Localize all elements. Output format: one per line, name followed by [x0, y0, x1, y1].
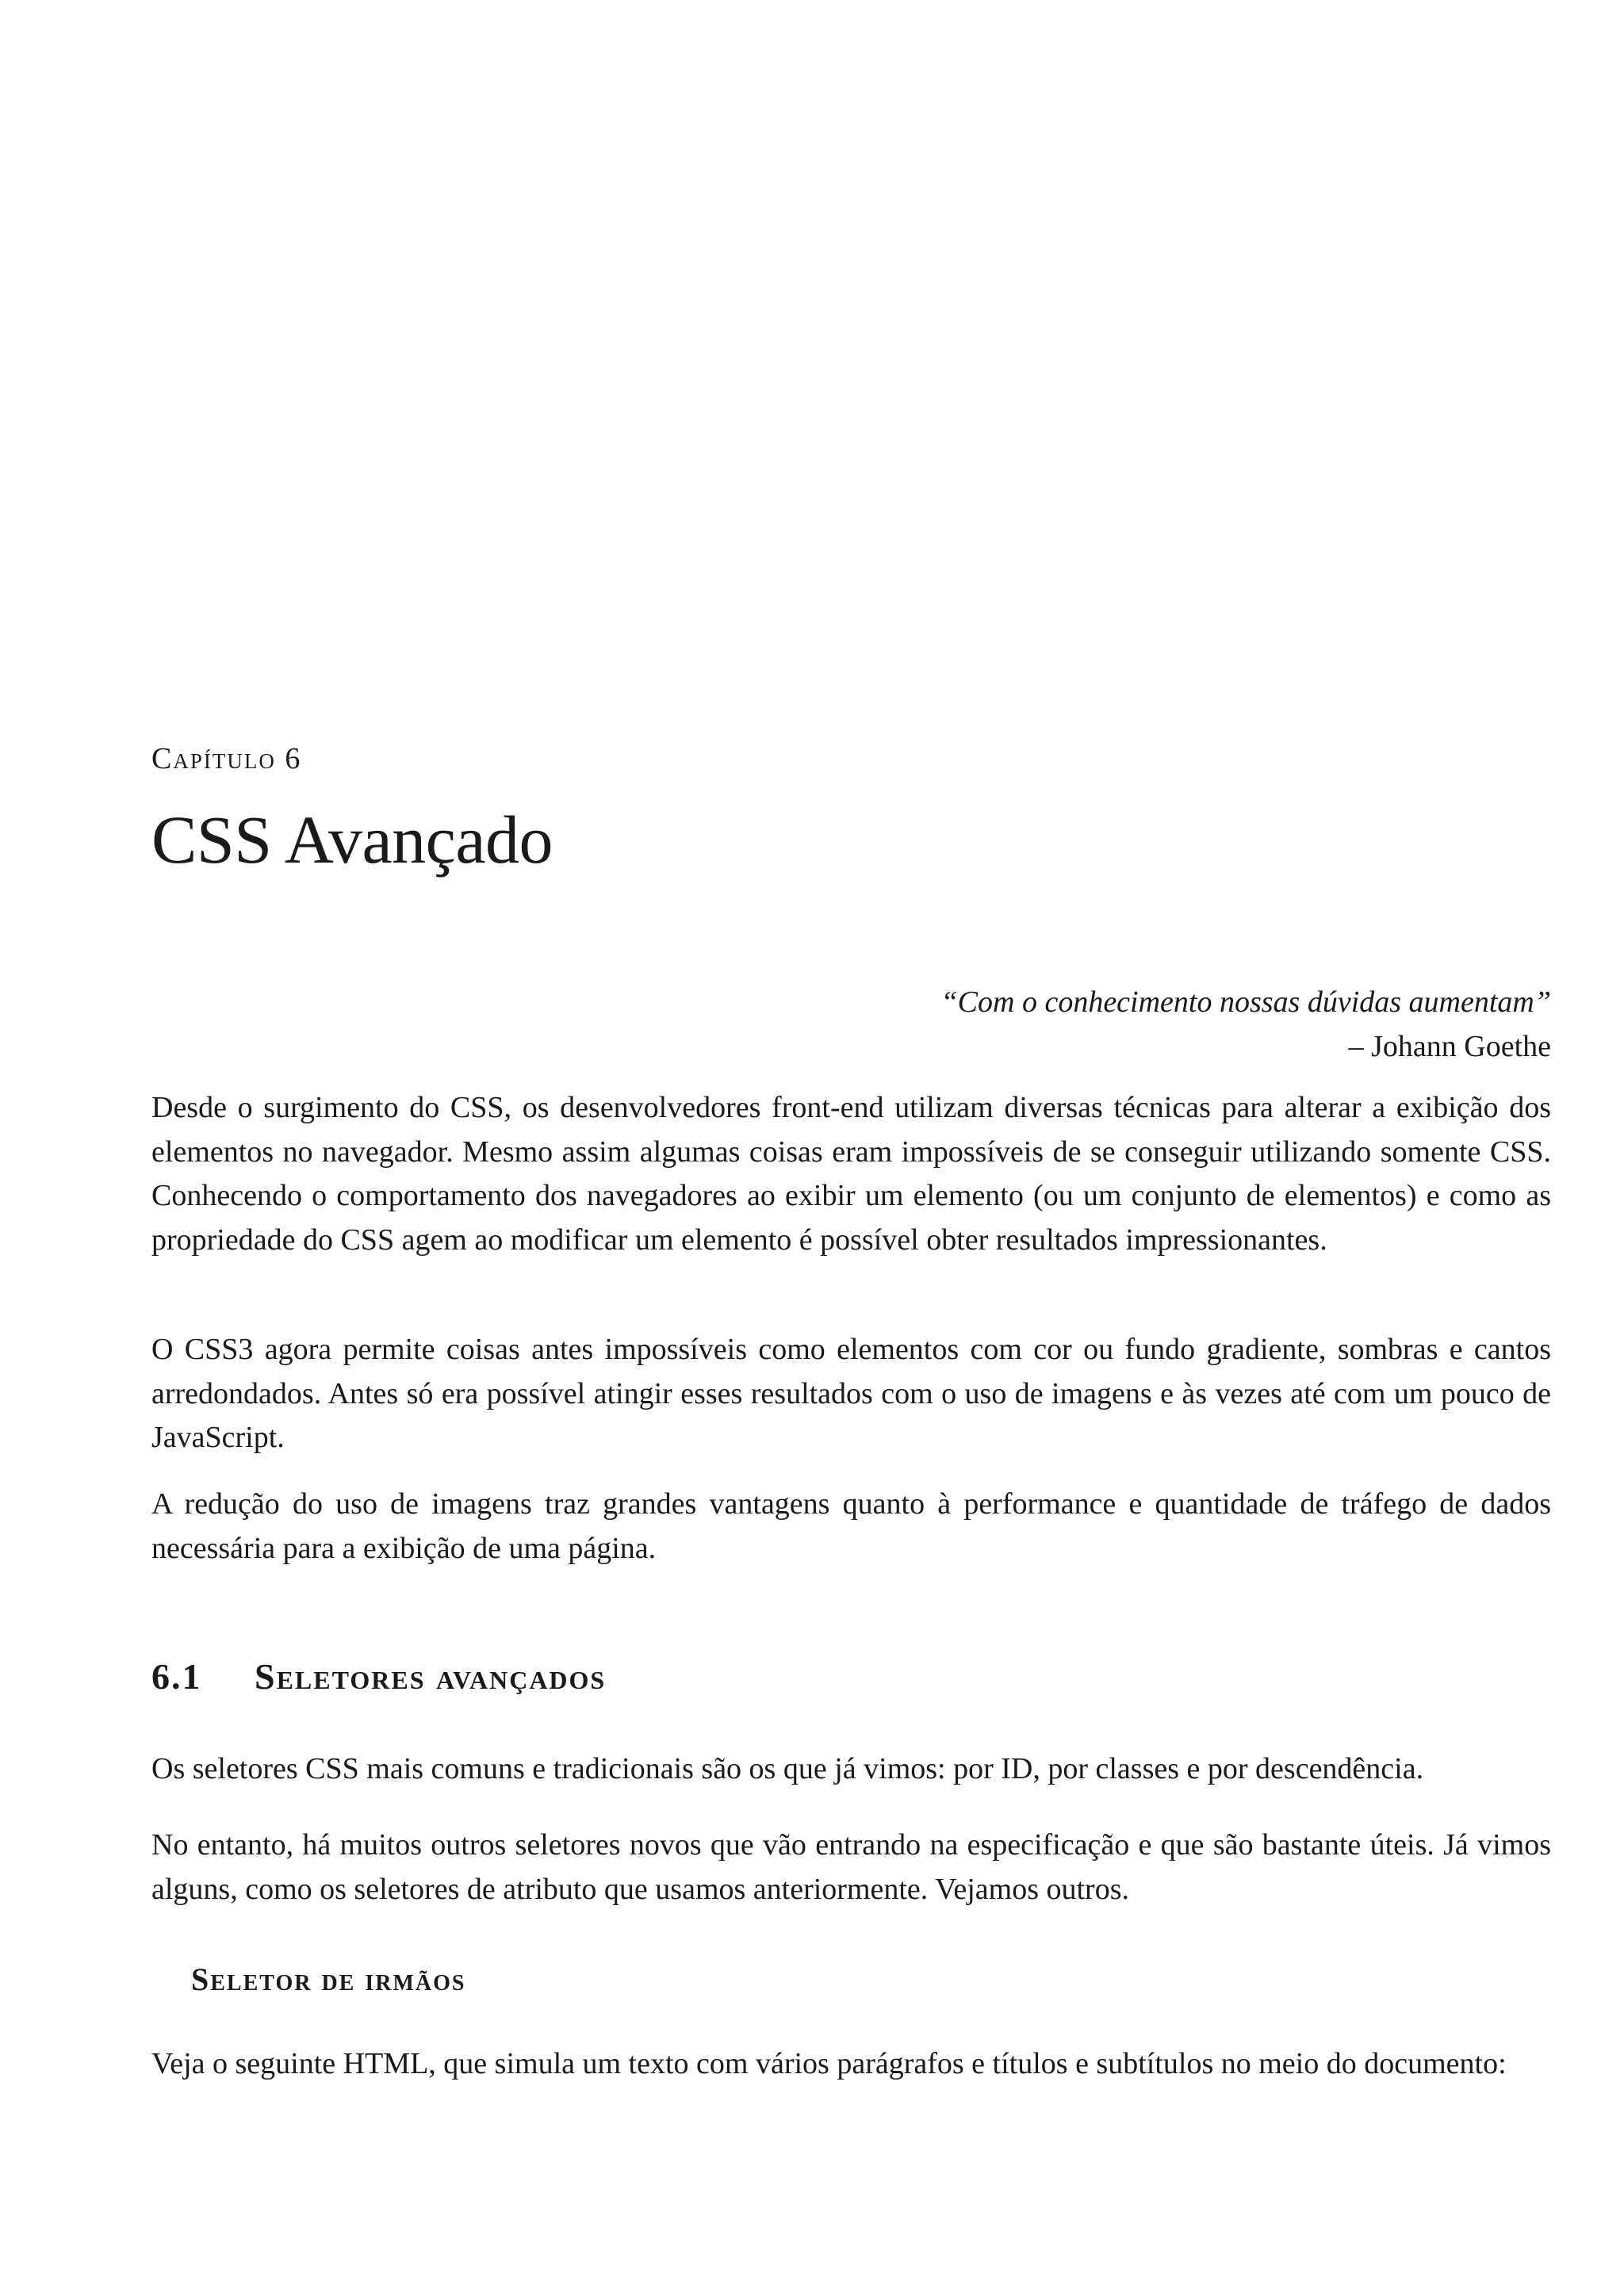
section-paragraph: Os seletores CSS mais comuns e tradicionais são os que já vimos: por ID, por classes e por descendência.: [151, 1752, 1424, 1785]
chapter-title: CSS Avançado: [151, 802, 553, 878]
book-page: [151, 0, 1551, 2296]
section-title: Seletores avançados: [255, 1656, 607, 1697]
intro-paragraph: A redução do uso de imagens traz grandes vantagens quanto à performance e quantidade de tráfego de dados necessária para a exibição de uma página.: [151, 1487, 1551, 1565]
intro-paragraph: O CSS3 agora permite coisas antes impossíveis como elementos com cor ou fundo gradiente, sombras e cantos arredondados. Antes só era possível atingir esses resultados com o uso de imagens e às vezes até com um pouco de JavaScript.: [151, 1333, 1551, 1454]
chapter-label: Capítulo 6: [151, 742, 302, 775]
epigraph-quote: “Com o conhecimento nossas dúvidas aumentam”: [940, 985, 1551, 1019]
subsection-paragraph: Veja o seguinte HTML, que simula um texto com vários parágrafos e títulos e subtítulos no meio do documento:: [151, 2047, 1507, 2080]
epigraph-author: – Johann Goethe: [1348, 1030, 1551, 1063]
section-heading: [151, 1656, 607, 1697]
epigraph: [941, 980, 1551, 1069]
section-number: 6.1: [151, 1656, 202, 1697]
intro-paragraph: Desde o surgimento do CSS, os desenvolvedores front-end utilizam diversas técnicas para alterar a exibição dos elementos no navegador. Mesmo assim algumas coisas eram impossíveis de se conseguir utilizando somente CSS. Conhecendo o comportamento dos navegadores ao exibir um elemento (ou um conjunto de elementos) e como as propriedade do CSS agem ao modificar um elemento é possível obter resultados impressionantes.: [151, 1091, 1551, 1257]
section-paragraph: No entanto, há muitos outros seletores novos que vão entrando na especificação e que são bastante úteis. Já vimos alguns, como os seletores de atributo que usamos anteriormente. Vejamos outros.: [151, 1828, 1551, 1906]
subsection-heading: Seletor de irmãos: [191, 1961, 466, 1997]
